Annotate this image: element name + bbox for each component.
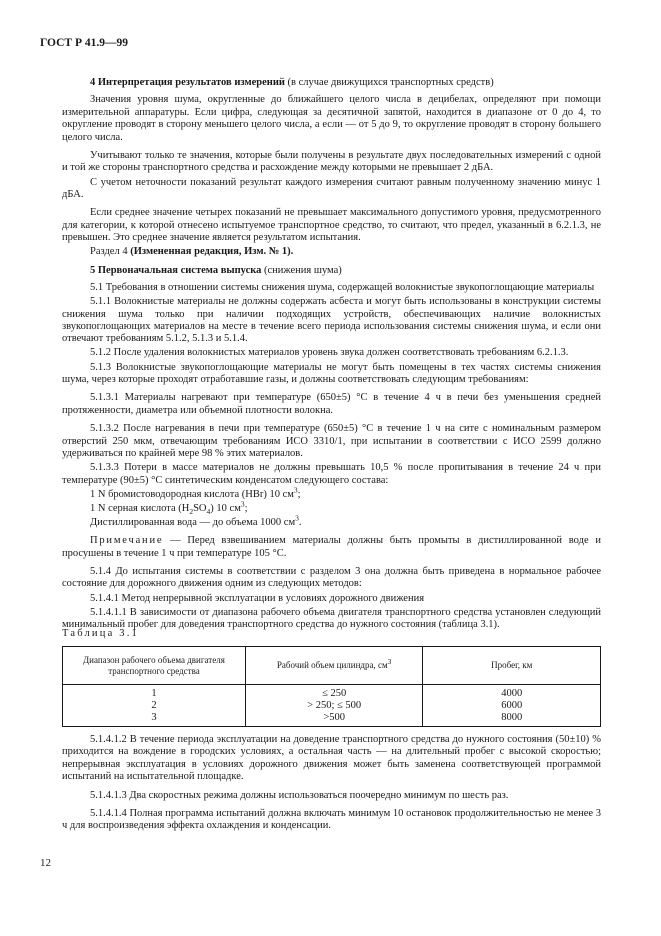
clause-5-1-3-3: 5.1.3.3 Потери в массе материалов не должны превышать 10,5 % после пропитывания в течение 24 ч при температуре (90±5) °С синтетическим конденсатом следующего состава: xyxy=(62,462,601,486)
composition-line-1 xyxy=(62,485,601,501)
paragraph: Учитывают только те значения, которые были получены в результате двух последовательных измерений с одной и той же стороны транспортного средства и расхождение между которыми не превышает 2 дБА. xyxy=(62,150,601,174)
section-4-title-bold: 4 Интерпретация результатов измерений xyxy=(90,77,285,88)
table-cell: > 250; ≤ 500 xyxy=(245,700,423,712)
section-4-title-suffix: (в случае движущихся транспортных средств) xyxy=(284,77,494,88)
punctuation: ; xyxy=(297,488,301,500)
header-text: Рабочий объем цилиндра, см xyxy=(276,660,388,670)
note xyxy=(62,535,601,560)
table-cell: 2 xyxy=(63,700,246,712)
table-cell: 1 xyxy=(63,685,246,701)
clause-5-1-3-1: 5.1.3.1 Материалы нагревают при температуре (650±5) °С в течение 4 ч в печи без уменьшения средней протяженности, диаметра или объемной плотности волокна. xyxy=(62,392,601,416)
clause-5-1-4-1-4: 5.1.4.1.4 Полная программа испытаний должна включать минимум 10 остановок продолжительностью не менее 3 ч для воспроизведения эффекта охлаждения и конденсации. xyxy=(62,808,601,832)
mileage-table xyxy=(62,646,601,727)
amendment-prefix: Раздел 4 xyxy=(90,246,131,258)
table-header-cell xyxy=(245,647,423,685)
clause-5-1-4-1-1: 5.1.4.1.1 В зависимости от диапазона рабочего объема двигателя транспортного средства установлен следующий минимальный пробег для доведения транспортного средства до нужного состояния (таблица 3.1). xyxy=(62,606,601,630)
subscript: 4 xyxy=(206,506,211,516)
clause-5-1-3: 5.1.3 Волокнистые звукопоглощающие материалы не могут быть помещены в тех частях системы снижения шума, через которые проходят отработавшие газы, и должны соответствовать следующим требованиям: xyxy=(62,361,601,385)
table-cell: ≤ 250 xyxy=(245,685,423,701)
clause-5-1-4-1-3: 5.1.4.1.3 Два скоростных режима должны использоваться поочередно минимум по шесть раз. xyxy=(90,789,509,801)
table-header-row xyxy=(63,647,601,685)
amendment-bold: (Измененная редакция, Изм. № 1). xyxy=(130,246,294,258)
paragraph: Значения уровня шума, округленные до ближайшего целого числа в децибелах, определяют при помощи измерительной аппаратуры. Если цифра, следующая за десятичной запятой, находится в диапазоне от 0 до 4, то округление проводят в сторону меньшего целого числа, а если — от 5 до 9, то округление проводят в сторону большего целого числа. xyxy=(62,94,601,143)
page-number: 12 xyxy=(40,857,51,869)
table-header-cell: Диапазон рабочего объема двигателя транспортного средства xyxy=(63,647,246,685)
paragraph: Если среднее значение четырех показаний не превышает максимального допустимого уровня, предусмотренного для категории, к которой отнесено испытуемое транспортное средство, то считают, что предел, указанный в 6.2.1.3, не превышен. Это среднее значение является результатом испытания. xyxy=(62,207,601,244)
table-cell: 4000 xyxy=(423,685,601,701)
section-5-title-suffix: (снижения шума) xyxy=(261,264,342,276)
subscript: 2 xyxy=(189,506,194,516)
punctuation: ; xyxy=(244,502,248,514)
section-5-title-bold: 5 Первоначальная система выпуска xyxy=(90,264,262,276)
note-text: — Перед взвешиванием материалы должны быть промыты в дистиллированной воде и просушены в течение 1 ч при температуре 105 °С. xyxy=(62,535,601,559)
clause-5-1-1: 5.1.1 Волокнистые материалы не должны содержать асбеста и могут быть использованы в конструкции системы снижения шума только при наличии подходящих устройств, обеспечивающих наличие волокнистых звукопоглощающих материалов на месте в течение всего периода использования системы снижения шума, и если они отвечают требованиям 5.1.2, 5.1.3 и 5.1.4. xyxy=(62,296,601,345)
table-row xyxy=(63,700,601,712)
clause-5-1: 5.1 Требования в отношении системы снижения шума, содержащей волокнистые звукопоглощающие материалы xyxy=(90,282,595,294)
composition-text: ) 10 см xyxy=(210,502,241,514)
composition-text: 1 N бромистоводородная кислота (HBr) 10 см xyxy=(90,488,294,500)
composition-text: Дистиллированная вода — до объема 1000 см xyxy=(90,516,296,528)
composition-text: SO xyxy=(193,502,207,514)
table-row xyxy=(63,685,601,701)
clause-5-1-2: 5.1.2 После удаления волокнистых материалов уровень звука должен соответствовать требованиям 6.2.1.3. xyxy=(90,347,569,359)
section-4-title xyxy=(62,77,601,89)
table-cell: 3 xyxy=(63,712,246,727)
document-code: ГОСТ Р 41.9—99 xyxy=(40,37,128,49)
paragraph: С учетом неточности показаний результат каждого измерения считают равным полученному значению минус 1 дБА. xyxy=(62,176,601,200)
table-cell: >500 xyxy=(245,712,423,727)
table-cell: 6000 xyxy=(423,700,601,712)
clause-5-1-3-2: 5.1.3.2 После нагревания в печи при температуре (650±5) °С в течение 1 ч на сите с номинальным размером отверстий 250 мкм, отвечающим требованиям ИСО 3310/1, при испытании в соответствии с ИСО 2599 должно удерживаться по крайней мере 98 % этих материалов. xyxy=(62,423,601,459)
superscript: 3 xyxy=(295,513,299,523)
text-after-table xyxy=(62,734,601,835)
table-cell: 8000 xyxy=(423,712,601,727)
section-5-title xyxy=(62,265,601,277)
clause-5-1-4: 5.1.4 До испытания системы в соответствии с разделом 3 она должна быть приведена в нормальное рабочее состояние для дорожного движения одним из следующих методов: xyxy=(62,566,601,590)
note-label: Примечание xyxy=(90,535,164,547)
table-row xyxy=(63,712,601,727)
punctuation: . xyxy=(298,516,302,528)
composition-text: 1 N серная кислота (H xyxy=(90,502,190,514)
table-caption: Таблица 3.1 xyxy=(62,628,139,639)
main-text xyxy=(62,77,601,633)
composition-line-3 xyxy=(62,513,601,529)
superscript: 3 xyxy=(387,657,392,666)
superscript: 3 xyxy=(240,499,245,509)
clause-5-1-4-1-2: 5.1.4.1.2 В течение периода эксплуатации на доведение транспортного средства до нужного состояния (50±10) % приходится на вождение в городских условиях, а остальная часть — на длительный пробег с высокой скоростью; непрерывная эксплуатация в условиях дорожного движения может быть заменена соответствующей программой испытаний на испытательной площадке. xyxy=(62,734,601,783)
composition-line-2 xyxy=(62,499,601,516)
table-header-cell: Пробег, км xyxy=(423,647,601,685)
amendment-note xyxy=(62,246,601,258)
superscript: 3 xyxy=(293,485,298,495)
clause-5-1-4-1: 5.1.4.1 Метод непрерывной эксплуатации в условиях дорожного движения xyxy=(90,592,425,604)
